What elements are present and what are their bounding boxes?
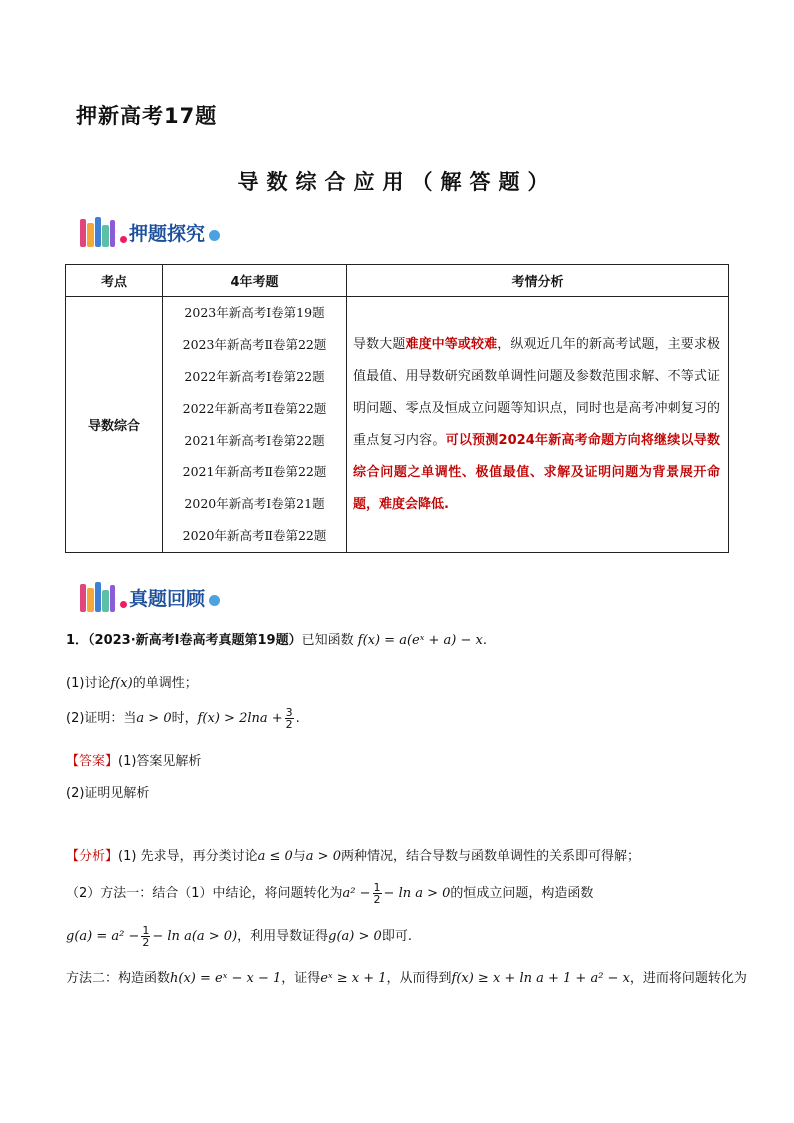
analysis-text: 方法二：构造函数 — [66, 971, 171, 986]
analysis-text: 的恒成立问题，构造函数 — [450, 886, 594, 901]
analysis-text: 导数大题 — [353, 336, 406, 352]
problem-source: （2023·新高考Ⅰ卷高考真题第19题） — [88, 633, 302, 648]
question-2: (2)证明：当a > 0时，f(x) > 2lna + $\frac{3}{2}$ . — [66, 706, 300, 731]
answer-text: (1)答案见解析 — [118, 754, 202, 769]
year-item: 2023年新高考Ⅰ卷第19题 — [184, 305, 325, 320]
table-header-row — [66, 265, 729, 297]
q2-formula: f(x) > 2lna + — [197, 711, 283, 726]
analysis-highlight: 难度中等或较难 — [405, 336, 498, 352]
analysis-text: （2）方法一：结合（1）中结论，将问题转化为 — [66, 886, 343, 901]
analysis-text: (1) 先求导，再分类讨论 — [118, 849, 258, 864]
numerator: 1 — [373, 881, 381, 894]
analysis-tag: 【分析】 — [66, 849, 119, 864]
books-icon — [78, 580, 122, 614]
analysis-formula: a² − — [342, 886, 371, 901]
analysis-text: ，证得 — [281, 971, 321, 986]
analysis-formula: g(a) > 0 — [328, 929, 382, 944]
question-1 — [66, 672, 198, 691]
year-item: 2020年新高考Ⅱ卷第22题 — [182, 528, 327, 544]
dot-icon — [209, 595, 220, 606]
table-header: 考点 — [66, 265, 163, 297]
q1-text: 的单调性； — [132, 676, 198, 691]
analysis-formula: h(x) = eˣ − x − 1 — [170, 971, 282, 986]
analysis-cell — [347, 297, 729, 553]
books-icon — [78, 215, 122, 249]
q2-text: (2)证明：当 — [66, 711, 137, 726]
function-formula: f(x) = a(eˣ + a) − x — [357, 633, 483, 648]
denominator: 2 — [142, 936, 150, 949]
denominator: 2 — [285, 718, 293, 731]
table-row — [66, 297, 729, 553]
year-item: 2022年新高考Ⅱ卷第22题 — [182, 400, 327, 416]
q1-text: (1)讨论 — [66, 676, 111, 691]
numerator: 3 — [285, 706, 293, 719]
years-cell — [163, 297, 347, 553]
table-header: 考情分析 — [347, 265, 729, 297]
page-subtitle: 导数综合应用（解答题） — [237, 170, 557, 194]
year-item: 2022年新高考Ⅰ卷第22题 — [184, 368, 325, 384]
analysis-highlight: 可以预测2024年新高考命题方向将继续以导数综合问题之单调性、极值最值、求解及证明问题为背景展开命题，难度会降低. — [353, 432, 720, 512]
answer-text: (2)证明见解析 — [66, 786, 150, 801]
section-explore-label: 押题探究 — [129, 222, 206, 245]
analysis-formula: a > 0 — [305, 849, 341, 864]
analysis-text: ，纵观近几年的新高考试题，主要求极值最值、用导数研究函数单调性问题及参数范围求解、不等式证明问题、零点及恒成立问题等知识点，同时也是高考冲刺复习的重点复习内容。 — [353, 336, 720, 448]
analysis-formula: f(x) ≥ x + ln a + 1 + a² − x — [451, 971, 630, 986]
section-review — [78, 580, 220, 614]
year-item: 2021年新高考Ⅰ卷第22题 — [184, 432, 325, 448]
analysis-line-3 — [66, 925, 412, 948]
stem-text: 已知函数 — [301, 633, 354, 648]
analysis-line-2 — [66, 882, 593, 905]
fraction — [373, 882, 382, 905]
analysis-text: 两种情况，结合导数与函数单调性的关系即可得解； — [340, 849, 640, 864]
answer-line-1 — [66, 750, 201, 769]
fraction — [141, 925, 150, 948]
analysis-line-1 — [66, 845, 640, 864]
q1-formula: f(x) — [110, 676, 133, 691]
analysis-formula: − ln a(a > 0) — [152, 929, 238, 944]
dot-icon — [209, 230, 220, 241]
analysis-text: 即可. — [381, 929, 412, 944]
q2-condition: a > 0 — [136, 711, 172, 726]
analysis-formula: − ln a > 0 — [383, 886, 451, 901]
section-review-label: 真题回顾 — [129, 587, 206, 610]
table-header: 4年考题 — [163, 265, 347, 297]
denominator: 2 — [373, 893, 381, 906]
analysis-text: ，从而得到 — [386, 971, 452, 986]
fraction — [285, 707, 294, 730]
analysis-text: 与 — [292, 849, 306, 864]
answer-line-2 — [66, 782, 149, 801]
problem-number: 1． — [66, 633, 89, 648]
analysis-formula: eˣ ≥ x + 1 — [320, 971, 387, 986]
year-item: 2021年新高考Ⅱ卷第22题 — [182, 464, 327, 480]
exam-analysis-table — [65, 264, 729, 553]
problem-stem: 1．（2023·新高考Ⅰ卷高考真题第19题）已知函数 f(x) = a(eˣ + a) − x. — [66, 633, 487, 648]
analysis-formula: g(a) = a² − — [66, 929, 140, 944]
numerator: 1 — [142, 924, 150, 937]
analysis-text: ，进而将问题转化为 — [629, 971, 747, 986]
section-explore — [78, 215, 220, 249]
q2-text: 时， — [171, 711, 198, 726]
page-title: 押新高考17题 — [76, 104, 218, 128]
analysis-line-4 — [66, 967, 747, 986]
analysis-formula: a ≤ 0 — [257, 849, 293, 864]
topic-cell: 导数综合 — [66, 297, 163, 553]
year-item: 2020年新高考Ⅰ卷第21题 — [184, 496, 325, 512]
year-item: 2023年新高考Ⅱ卷第22题 — [182, 336, 327, 352]
analysis-text: ，利用导数证得 — [237, 929, 329, 944]
answer-tag: 【答案】 — [66, 754, 119, 769]
